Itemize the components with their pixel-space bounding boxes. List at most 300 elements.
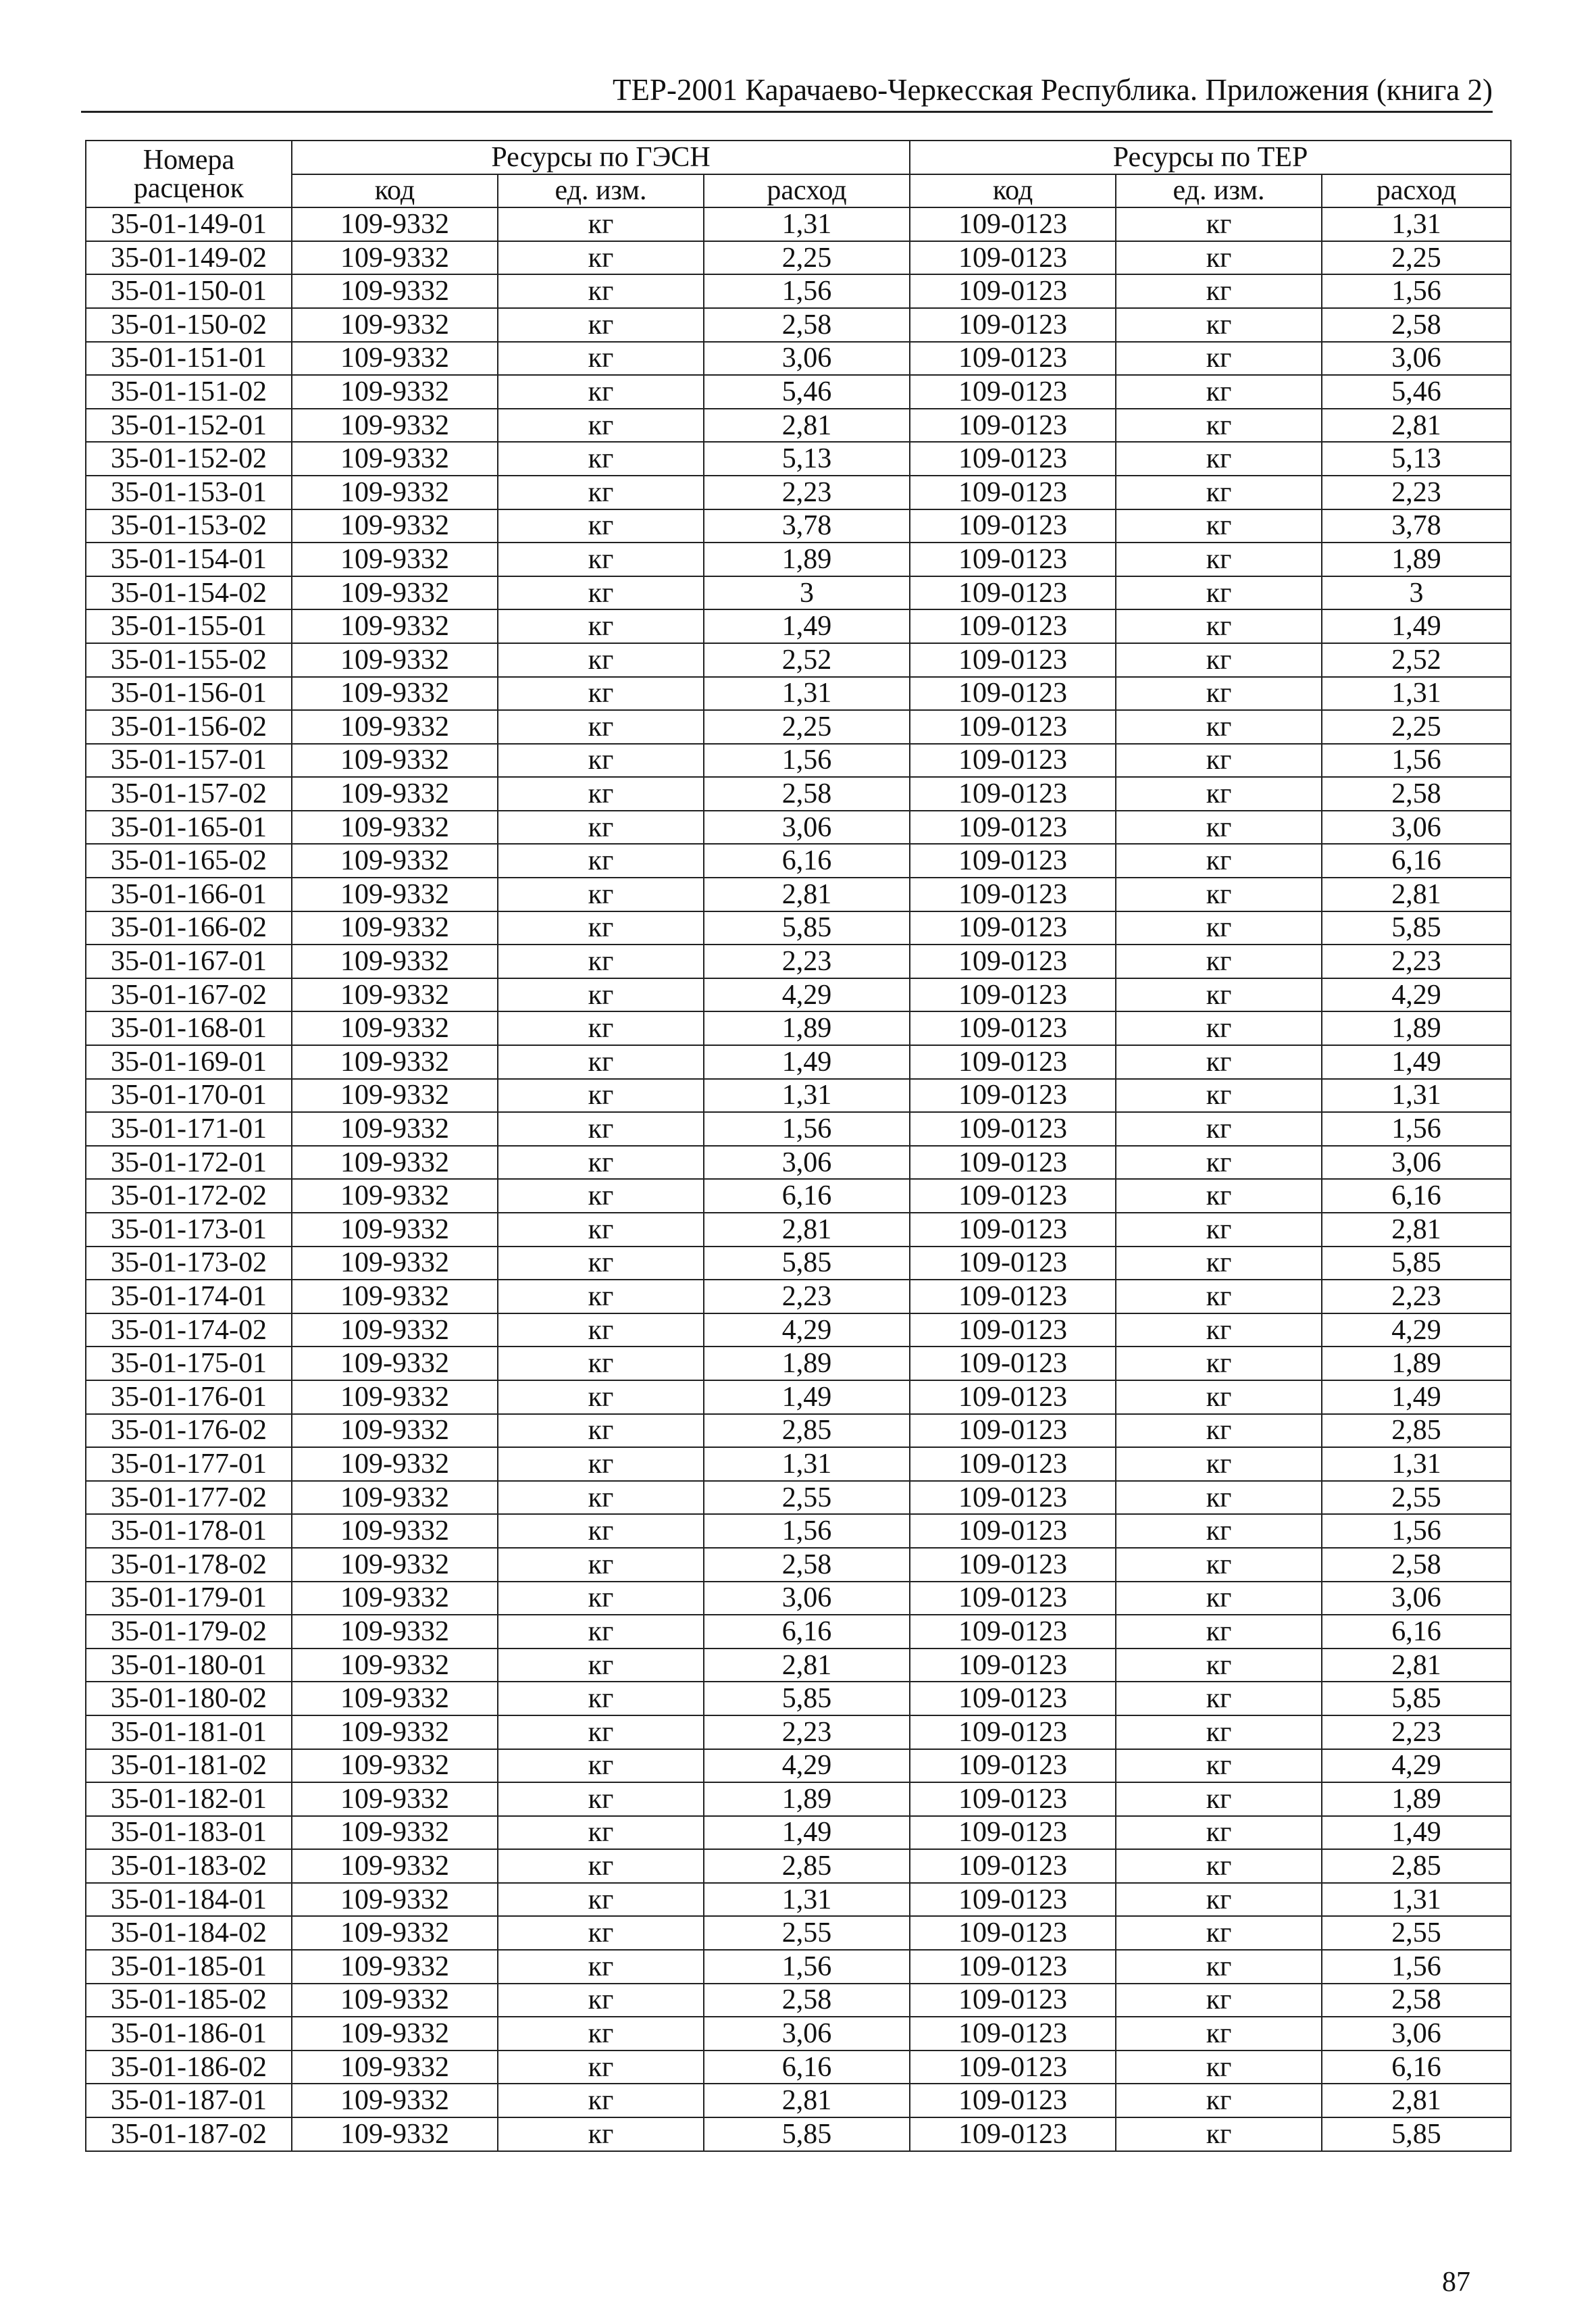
- cell-gesn-amount: 2,25: [704, 241, 910, 275]
- cell-rate-number: 35-01-185-01: [86, 1950, 292, 1984]
- cell-gesn-unit: кг: [498, 442, 704, 476]
- table-row: [86, 1146, 1511, 1180]
- cell-gesn-unit: кг: [498, 543, 704, 576]
- cell-gesn-amount: 4,29: [704, 1749, 910, 1783]
- table-row: [86, 1179, 1511, 1213]
- table-row: [86, 1849, 1511, 1883]
- cell-ter-code: 109-0123: [910, 911, 1116, 945]
- cell-ter-code: 109-0123: [910, 1313, 1116, 1347]
- cell-gesn-code: 109-9332: [292, 342, 498, 376]
- cell-ter-amount: 5,46: [1322, 375, 1511, 409]
- cell-ter-unit: кг: [1116, 207, 1322, 241]
- cell-gesn-code: 109-9332: [292, 1347, 498, 1380]
- table-row: [86, 1582, 1511, 1615]
- cell-ter-unit: кг: [1116, 1749, 1322, 1783]
- table-row: [86, 342, 1511, 376]
- cell-gesn-unit: кг: [498, 576, 704, 610]
- cell-gesn-unit: кг: [498, 1079, 704, 1113]
- cell-ter-code: 109-0123: [910, 476, 1116, 509]
- cell-gesn-unit: кг: [498, 1011, 704, 1045]
- cell-gesn-amount: 4,29: [704, 978, 910, 1012]
- cell-gesn-amount: 2,52: [704, 643, 910, 677]
- cell-rate-number: 35-01-149-02: [86, 241, 292, 275]
- cell-ter-amount: 1,49: [1322, 1380, 1511, 1414]
- cell-gesn-code: 109-9332: [292, 1849, 498, 1883]
- cell-ter-unit: кг: [1116, 878, 1322, 911]
- cell-ter-amount: 2,25: [1322, 241, 1511, 275]
- cell-rate-number: 35-01-157-01: [86, 744, 292, 778]
- table-row: [86, 375, 1511, 409]
- cell-ter-unit: кг: [1116, 777, 1322, 811]
- table-row: [86, 1548, 1511, 1582]
- cell-gesn-amount: 5,85: [704, 1682, 910, 1715]
- cell-gesn-unit: кг: [498, 241, 704, 275]
- header-divider: [81, 111, 1493, 113]
- cell-gesn-amount: 1,89: [704, 1782, 910, 1816]
- cell-ter-code: 109-0123: [910, 241, 1116, 275]
- table-row: [86, 710, 1511, 744]
- cell-ter-code: 109-0123: [910, 1380, 1116, 1414]
- cell-rate-number: 35-01-174-02: [86, 1313, 292, 1347]
- cell-gesn-amount: 1,31: [704, 1079, 910, 1113]
- cell-rate-number: 35-01-172-02: [86, 1179, 292, 1213]
- cell-rate-number: 35-01-184-02: [86, 1916, 292, 1950]
- cell-rate-number: 35-01-174-01: [86, 1280, 292, 1313]
- cell-ter-unit: кг: [1116, 576, 1322, 610]
- cell-gesn-code: 109-9332: [292, 1883, 498, 1917]
- cell-rate-number: 35-01-156-02: [86, 710, 292, 744]
- table-row: [86, 1213, 1511, 1247]
- cell-ter-code: 109-0123: [910, 576, 1116, 610]
- cell-ter-unit: кг: [1116, 241, 1322, 275]
- cell-rate-number: 35-01-181-02: [86, 1749, 292, 1783]
- cell-gesn-amount: 2,58: [704, 1548, 910, 1582]
- table-row: [86, 643, 1511, 677]
- cell-ter-unit: кг: [1116, 978, 1322, 1012]
- table-row: [86, 1380, 1511, 1414]
- cell-ter-code: 109-0123: [910, 1816, 1116, 1850]
- cell-gesn-amount: 2,85: [704, 1849, 910, 1883]
- cell-gesn-amount: 2,81: [704, 878, 910, 911]
- cell-gesn-code: 109-9332: [292, 1514, 498, 1548]
- cell-gesn-unit: кг: [498, 1782, 704, 1816]
- cell-ter-code: 109-0123: [910, 207, 1116, 241]
- cell-rate-number: 35-01-175-01: [86, 1347, 292, 1380]
- cell-ter-code: 109-0123: [910, 1682, 1116, 1715]
- cell-ter-unit: кг: [1116, 1916, 1322, 1950]
- cell-ter-amount: 6,16: [1322, 2051, 1511, 2084]
- cell-gesn-code: 109-9332: [292, 241, 498, 275]
- cell-rate-number: 35-01-165-01: [86, 811, 292, 845]
- cell-gesn-amount: 6,16: [704, 1179, 910, 1213]
- cell-ter-amount: 1,56: [1322, 744, 1511, 778]
- cell-gesn-code: 109-9332: [292, 911, 498, 945]
- cell-ter-code: 109-0123: [910, 308, 1116, 342]
- cell-rate-number: 35-01-180-01: [86, 1649, 292, 1682]
- cell-gesn-unit: кг: [498, 1649, 704, 1682]
- cell-gesn-code: 109-9332: [292, 576, 498, 610]
- cell-rate-number: 35-01-185-02: [86, 1984, 292, 2017]
- cell-gesn-amount: 2,81: [704, 1649, 910, 1682]
- table-row: [86, 911, 1511, 945]
- cell-ter-unit: кг: [1116, 1247, 1322, 1280]
- cell-ter-amount: 1,31: [1322, 1883, 1511, 1917]
- cell-ter-code: 109-0123: [910, 1649, 1116, 1682]
- table-row: [86, 744, 1511, 778]
- cell-rate-number: 35-01-167-01: [86, 945, 292, 978]
- cell-ter-unit: кг: [1116, 911, 1322, 945]
- cell-rate-number: 35-01-167-02: [86, 978, 292, 1012]
- cell-gesn-amount: 1,56: [704, 1950, 910, 1984]
- cell-ter-code: 109-0123: [910, 1481, 1116, 1515]
- cell-gesn-amount: 5,85: [704, 1247, 910, 1280]
- cell-gesn-unit: кг: [498, 677, 704, 711]
- cell-gesn-unit: кг: [498, 1481, 704, 1515]
- cell-gesn-amount: 2,81: [704, 1213, 910, 1247]
- table-row: [86, 844, 1511, 878]
- cell-ter-code: 109-0123: [910, 945, 1116, 978]
- cell-rate-number: 35-01-166-01: [86, 878, 292, 911]
- cell-ter-amount: 1,31: [1322, 1079, 1511, 1113]
- cell-gesn-amount: 1,31: [704, 677, 910, 711]
- cell-gesn-amount: 1,56: [704, 274, 910, 308]
- cell-gesn-code: 109-9332: [292, 1782, 498, 1816]
- cell-gesn-code: 109-9332: [292, 744, 498, 778]
- cell-gesn-amount: 1,49: [704, 1816, 910, 1850]
- cell-gesn-code: 109-9332: [292, 777, 498, 811]
- cell-gesn-unit: кг: [498, 476, 704, 509]
- cell-ter-unit: кг: [1116, 1984, 1322, 2017]
- cell-ter-code: 109-0123: [910, 1916, 1116, 1950]
- header-gesn-unit: ед. изм.: [498, 174, 704, 208]
- cell-gesn-unit: кг: [498, 2117, 704, 2151]
- cell-ter-amount: 1,89: [1322, 1347, 1511, 1380]
- cell-gesn-amount: 2,23: [704, 945, 910, 978]
- header-gesn-code: код: [292, 174, 498, 208]
- cell-ter-unit: кг: [1116, 1548, 1322, 1582]
- cell-ter-amount: 2,55: [1322, 1916, 1511, 1950]
- cell-ter-unit: кг: [1116, 1715, 1322, 1749]
- page-header-title: ТЕР-2001 Карачаево-Черкесская Республика. Приложения (книга 2): [612, 73, 1493, 107]
- cell-gesn-code: 109-9332: [292, 274, 498, 308]
- cell-ter-amount: 4,29: [1322, 978, 1511, 1012]
- cell-ter-unit: кг: [1116, 274, 1322, 308]
- cell-gesn-unit: кг: [498, 1213, 704, 1247]
- cell-ter-code: 109-0123: [910, 1247, 1116, 1280]
- table-row: [86, 1916, 1511, 1950]
- cell-gesn-unit: кг: [498, 811, 704, 845]
- cell-ter-amount: 2,23: [1322, 945, 1511, 978]
- table-row: [86, 1715, 1511, 1749]
- cell-ter-amount: 2,81: [1322, 878, 1511, 911]
- cell-gesn-amount: 1,31: [704, 1447, 910, 1481]
- cell-gesn-code: 109-9332: [292, 409, 498, 443]
- cell-ter-amount: 3: [1322, 576, 1511, 610]
- cell-ter-amount: 1,56: [1322, 1950, 1511, 1984]
- cell-ter-unit: кг: [1116, 2051, 1322, 2084]
- cell-gesn-code: 109-9332: [292, 1916, 498, 1950]
- table-row: [86, 442, 1511, 476]
- header-ter-code: код: [910, 174, 1116, 208]
- cell-ter-unit: кг: [1116, 1213, 1322, 1247]
- cell-gesn-unit: кг: [498, 1682, 704, 1715]
- cell-gesn-code: 109-9332: [292, 1247, 498, 1280]
- cell-gesn-code: 109-9332: [292, 2051, 498, 2084]
- table-row: [86, 777, 1511, 811]
- table-row: [86, 1347, 1511, 1380]
- cell-gesn-code: 109-9332: [292, 1615, 498, 1649]
- cell-gesn-unit: кг: [498, 1984, 704, 2017]
- cell-gesn-code: 109-9332: [292, 1414, 498, 1448]
- cell-ter-code: 109-0123: [910, 1146, 1116, 1180]
- cell-ter-unit: кг: [1116, 1146, 1322, 1180]
- table-row: [86, 945, 1511, 978]
- cell-gesn-unit: кг: [498, 308, 704, 342]
- cell-ter-unit: кг: [1116, 2084, 1322, 2117]
- cell-gesn-amount: 3: [704, 576, 910, 610]
- cell-rate-number: 35-01-153-02: [86, 509, 292, 543]
- cell-gesn-code: 109-9332: [292, 978, 498, 1012]
- cell-gesn-code: 109-9332: [292, 1816, 498, 1850]
- cell-rate-number: 35-01-176-02: [86, 1414, 292, 1448]
- cell-ter-amount: 2,85: [1322, 1849, 1511, 1883]
- cell-rate-number: 35-01-187-01: [86, 2084, 292, 2117]
- resources-table: [85, 140, 1512, 2152]
- cell-gesn-code: 109-9332: [292, 609, 498, 643]
- cell-rate-number: 35-01-177-02: [86, 1481, 292, 1515]
- cell-ter-amount: 2,58: [1322, 1548, 1511, 1582]
- cell-gesn-amount: 5,85: [704, 911, 910, 945]
- cell-ter-amount: 2,52: [1322, 643, 1511, 677]
- table-row: [86, 1682, 1511, 1715]
- table-row: [86, 1883, 1511, 1917]
- cell-gesn-unit: кг: [498, 1816, 704, 1850]
- cell-rate-number: 35-01-183-02: [86, 1849, 292, 1883]
- cell-rate-number: 35-01-154-01: [86, 543, 292, 576]
- cell-ter-unit: кг: [1116, 1849, 1322, 1883]
- cell-ter-amount: 1,89: [1322, 1782, 1511, 1816]
- cell-ter-code: 109-0123: [910, 1715, 1116, 1749]
- cell-gesn-amount: 2,23: [704, 1715, 910, 1749]
- cell-ter-code: 109-0123: [910, 744, 1116, 778]
- cell-ter-amount: 1,49: [1322, 1816, 1511, 1850]
- table-row: [86, 1112, 1511, 1146]
- cell-ter-unit: кг: [1116, 844, 1322, 878]
- cell-ter-code: 109-0123: [910, 1749, 1116, 1783]
- cell-gesn-unit: кг: [498, 878, 704, 911]
- cell-gesn-code: 109-9332: [292, 1313, 498, 1347]
- cell-ter-amount: 5,85: [1322, 1247, 1511, 1280]
- cell-rate-number: 35-01-178-02: [86, 1548, 292, 1582]
- cell-ter-unit: кг: [1116, 677, 1322, 711]
- cell-ter-amount: 1,56: [1322, 1112, 1511, 1146]
- cell-gesn-amount: 2,85: [704, 1414, 910, 1448]
- cell-ter-amount: 3,06: [1322, 811, 1511, 845]
- cell-gesn-amount: 1,49: [704, 609, 910, 643]
- cell-rate-number: 35-01-179-01: [86, 1582, 292, 1615]
- table-row: [86, 2117, 1511, 2151]
- cell-ter-amount: 3,06: [1322, 2017, 1511, 2051]
- cell-gesn-unit: кг: [498, 777, 704, 811]
- cell-gesn-amount: 5,46: [704, 375, 910, 409]
- cell-gesn-unit: кг: [498, 2017, 704, 2051]
- cell-gesn-unit: кг: [498, 1849, 704, 1883]
- cell-gesn-amount: 1,56: [704, 744, 910, 778]
- cell-gesn-code: 109-9332: [292, 1749, 498, 1783]
- cell-ter-unit: кг: [1116, 1782, 1322, 1816]
- cell-ter-unit: кг: [1116, 1582, 1322, 1615]
- cell-gesn-amount: 2,81: [704, 409, 910, 443]
- cell-ter-code: 109-0123: [910, 543, 1116, 576]
- table-row: [86, 1481, 1511, 1515]
- table-row: [86, 811, 1511, 845]
- cell-gesn-amount: 6,16: [704, 1615, 910, 1649]
- header-ter-amount: расход: [1322, 174, 1511, 208]
- cell-rate-number: 35-01-173-02: [86, 1247, 292, 1280]
- cell-gesn-code: 109-9332: [292, 844, 498, 878]
- cell-ter-amount: 2,81: [1322, 2084, 1511, 2117]
- cell-gesn-amount: 3,78: [704, 509, 910, 543]
- cell-ter-code: 109-0123: [910, 1582, 1116, 1615]
- cell-gesn-unit: кг: [498, 1146, 704, 1180]
- cell-gesn-code: 109-9332: [292, 1582, 498, 1615]
- cell-ter-unit: кг: [1116, 1011, 1322, 1045]
- cell-ter-amount: 6,16: [1322, 1615, 1511, 1649]
- cell-gesn-amount: 2,25: [704, 710, 910, 744]
- cell-gesn-unit: кг: [498, 207, 704, 241]
- cell-ter-unit: кг: [1116, 409, 1322, 443]
- cell-ter-unit: кг: [1116, 1380, 1322, 1414]
- cell-ter-code: 109-0123: [910, 1548, 1116, 1582]
- table-row: [86, 2051, 1511, 2084]
- cell-ter-unit: кг: [1116, 1514, 1322, 1548]
- table-row: [86, 1984, 1511, 2017]
- cell-ter-amount: 3,78: [1322, 509, 1511, 543]
- table-row: [86, 1649, 1511, 1682]
- cell-ter-amount: 5,13: [1322, 442, 1511, 476]
- table-row: [86, 476, 1511, 509]
- cell-rate-number: 35-01-183-01: [86, 1816, 292, 1850]
- cell-ter-code: 109-0123: [910, 1883, 1116, 1917]
- cell-gesn-amount: 4,29: [704, 1313, 910, 1347]
- cell-ter-unit: кг: [1116, 476, 1322, 509]
- cell-gesn-code: 109-9332: [292, 677, 498, 711]
- cell-gesn-amount: 2,55: [704, 1916, 910, 1950]
- cell-gesn-code: 109-9332: [292, 442, 498, 476]
- cell-ter-code: 109-0123: [910, 2084, 1116, 2117]
- cell-gesn-amount: 2,23: [704, 476, 910, 509]
- cell-ter-unit: кг: [1116, 1112, 1322, 1146]
- cell-rate-number: 35-01-180-02: [86, 1682, 292, 1715]
- cell-ter-unit: кг: [1116, 442, 1322, 476]
- cell-gesn-amount: 2,23: [704, 1280, 910, 1313]
- cell-ter-amount: 1,49: [1322, 609, 1511, 643]
- header-ter-unit: ед. изм.: [1116, 174, 1322, 208]
- cell-gesn-amount: 2,81: [704, 2084, 910, 2117]
- table-row: [86, 1045, 1511, 1079]
- table-body: [86, 207, 1511, 2150]
- table-row: [86, 576, 1511, 610]
- cell-ter-code: 109-0123: [910, 2017, 1116, 2051]
- cell-rate-number: 35-01-177-01: [86, 1447, 292, 1481]
- cell-ter-unit: кг: [1116, 744, 1322, 778]
- cell-gesn-unit: кг: [498, 1045, 704, 1079]
- cell-gesn-amount: 1,49: [704, 1045, 910, 1079]
- cell-gesn-code: 109-9332: [292, 1179, 498, 1213]
- cell-gesn-unit: кг: [498, 1247, 704, 1280]
- cell-ter-code: 109-0123: [910, 777, 1116, 811]
- table-row: [86, 509, 1511, 543]
- cell-ter-unit: кг: [1116, 1045, 1322, 1079]
- cell-ter-code: 109-0123: [910, 1280, 1116, 1313]
- cell-ter-code: 109-0123: [910, 2051, 1116, 2084]
- cell-ter-unit: кг: [1116, 2117, 1322, 2151]
- cell-ter-amount: 5,85: [1322, 911, 1511, 945]
- cell-gesn-unit: кг: [498, 1582, 704, 1615]
- cell-gesn-unit: кг: [498, 1380, 704, 1414]
- cell-ter-unit: кг: [1116, 1615, 1322, 1649]
- cell-gesn-code: 109-9332: [292, 1045, 498, 1079]
- cell-gesn-code: 109-9332: [292, 1380, 498, 1414]
- cell-gesn-code: 109-9332: [292, 945, 498, 978]
- cell-ter-code: 109-0123: [910, 643, 1116, 677]
- cell-gesn-code: 109-9332: [292, 1146, 498, 1180]
- table-row: [86, 2084, 1511, 2117]
- cell-ter-code: 109-0123: [910, 1615, 1116, 1649]
- table-row: [86, 1514, 1511, 1548]
- cell-ter-unit: кг: [1116, 710, 1322, 744]
- cell-ter-unit: кг: [1116, 945, 1322, 978]
- table-row: [86, 677, 1511, 711]
- cell-gesn-amount: 1,49: [704, 1380, 910, 1414]
- cell-rate-number: 35-01-171-01: [86, 1112, 292, 1146]
- cell-rate-number: 35-01-179-02: [86, 1615, 292, 1649]
- cell-ter-unit: кг: [1116, 1682, 1322, 1715]
- cell-gesn-amount: 3,06: [704, 1146, 910, 1180]
- cell-ter-amount: 6,16: [1322, 1179, 1511, 1213]
- cell-rate-number: 35-01-168-01: [86, 1011, 292, 1045]
- cell-rate-number: 35-01-155-01: [86, 609, 292, 643]
- cell-ter-unit: кг: [1116, 308, 1322, 342]
- cell-gesn-code: 109-9332: [292, 1447, 498, 1481]
- table-row: [86, 1079, 1511, 1113]
- cell-ter-code: 109-0123: [910, 1950, 1116, 1984]
- table-row: [86, 1447, 1511, 1481]
- cell-ter-amount: 5,85: [1322, 1682, 1511, 1715]
- cell-ter-unit: кг: [1116, 1883, 1322, 1917]
- table-row: [86, 409, 1511, 443]
- cell-ter-code: 109-0123: [910, 1447, 1116, 1481]
- cell-ter-code: 109-0123: [910, 409, 1116, 443]
- cell-gesn-code: 109-9332: [292, 207, 498, 241]
- cell-rate-number: 35-01-156-01: [86, 677, 292, 711]
- cell-ter-unit: кг: [1116, 342, 1322, 376]
- cell-gesn-unit: кг: [498, 375, 704, 409]
- cell-ter-amount: 4,29: [1322, 1313, 1511, 1347]
- cell-ter-code: 109-0123: [910, 978, 1116, 1012]
- cell-ter-amount: 2,23: [1322, 1715, 1511, 1749]
- cell-gesn-amount: 3,06: [704, 1582, 910, 1615]
- cell-gesn-unit: кг: [498, 1414, 704, 1448]
- cell-ter-code: 109-0123: [910, 1514, 1116, 1548]
- cell-rate-number: 35-01-149-01: [86, 207, 292, 241]
- cell-ter-amount: 2,81: [1322, 1649, 1511, 1682]
- cell-gesn-code: 109-9332: [292, 2084, 498, 2117]
- cell-gesn-unit: кг: [498, 1950, 704, 1984]
- cell-gesn-unit: кг: [498, 844, 704, 878]
- cell-ter-code: 109-0123: [910, 1984, 1116, 2017]
- cell-rate-number: 35-01-155-02: [86, 643, 292, 677]
